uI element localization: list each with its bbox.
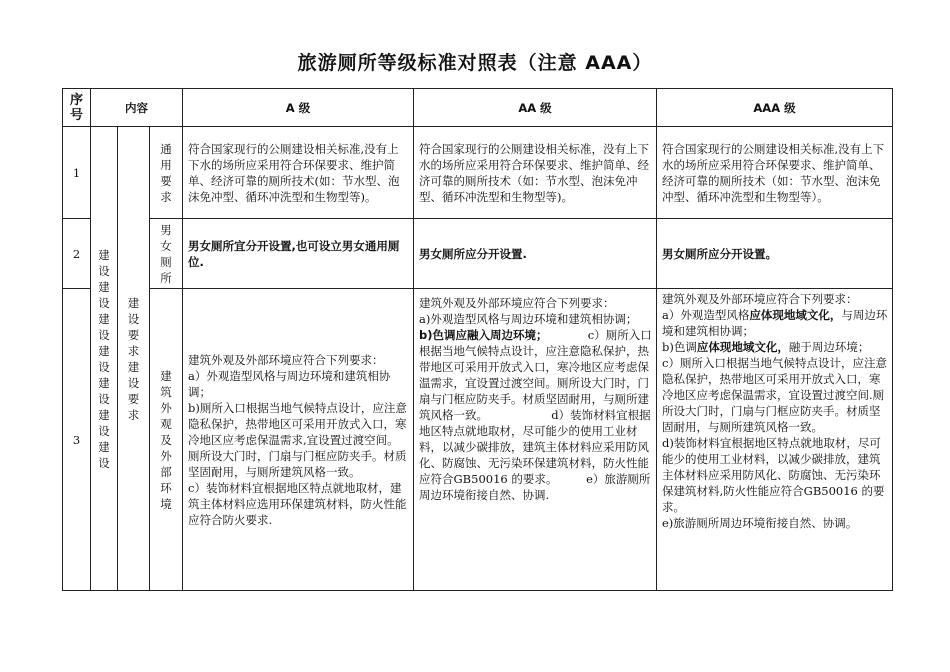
item-label: 通用要求 bbox=[150, 127, 183, 219]
a-level-text: 符合国家现行的公厕建设相关标准,没有上下水的场所应采用符合环保要求、维护简单、经济可靠的厕所技术(如：节水型、泡沫免冲型、循环冲洗型和生物型等)。 bbox=[183, 127, 414, 219]
row-number: 1 bbox=[63, 127, 91, 219]
aa-level-text: 建筑外观及外部环境应符合下列要求： a)外观造型风格与周边环境和建筑相协调； b)色调应融入周边环境； c）厕所入口根据当地气候特点设计，应注意隐私保护，热带地区可采用开放式入口，寒冷地区应考虑保温需求，宜设置过渡空间。厕所设大门时，门扇与门框应防夹手。材质坚固耐用，与厕所建筑风格一致。 d）装饰材料宜根据地区特点就地取材，尽可能少的使用工业材料，以减少碳排放，建筑主体材料应采用防风化、防腐蚀、无污染环保建筑材料，防火性能应符合GB50016 的要求。 e）旅游厕所周边环境衔接自然、协调. bbox=[414, 289, 657, 591]
header-aa-level: AA 级 bbox=[414, 89, 657, 127]
row-number: 3 bbox=[63, 289, 91, 591]
row-number: 2 bbox=[63, 219, 91, 289]
aa-level-text: 符合国家现行的公厕建设相关标准，没有上下水的场所应采用符合环保要求、维护简单、经济可靠的厕所技术（如：节水型、泡沫免冲型、循环冲洗型和生物型等)。 bbox=[414, 127, 657, 219]
table-row bbox=[63, 289, 893, 591]
aaa-level-text: 男女厕所应分开设置。 bbox=[657, 219, 893, 289]
category-label-construction: 建设建设建设建设建设建设建设 bbox=[91, 127, 118, 591]
category-label-requirements: 建设要求建设要求 bbox=[118, 127, 150, 591]
header-content: 内容 bbox=[91, 89, 183, 127]
aaa-level-text: 符合国家现行的公厕建设相关标准,没有上下水的场所应采用符合环保要求、维护简单、经济可靠的厕所技术（如：节水型、泡沫免冲型、循环冲洗型和生物型等）。 bbox=[657, 127, 893, 219]
item-label: 建筑外观及外部环境 bbox=[150, 289, 183, 591]
header-a-level: A 级 bbox=[183, 89, 414, 127]
header-seq: 序号 bbox=[63, 89, 91, 127]
table-row bbox=[63, 127, 893, 219]
a-level-text: 男女厕所宜分开设置,也可设立男女通用厕位. bbox=[183, 219, 414, 289]
standards-table bbox=[62, 88, 893, 591]
aaa-level-text: 建筑外观及外部环境应符合下列要求： a）外观造型风格应体现地域文化，与周边环境和建筑相协调； b)色调应体现地域文化，融于周边环境； c）厕所入口根据当地气候特点设计，应注意隐私保护，热带地区可采用开放式入口，寒冷地区应考虑保温需求，宜设置过渡空间.厕所设大门时，门扇与门框应防夹手。材质坚固耐用，与厕所建筑风格一致。 d)装饰材料宜根据地区特点就地取材，尽可能少的使用工业材料，以减少碳排放，建筑主体材料应采用防风化、防腐蚀、无污染环保建筑材料,防火性能应符合GB50016 的要求。 e)旅游厕所周边环境衔接自然、协调。 bbox=[657, 289, 893, 591]
item-label: 男女厕所 bbox=[150, 219, 183, 289]
a-level-text: 建筑外观及外部环境应符合下列要求： a）外观造型风格与周边环境和建筑相协调； b)厕所入口根据当地气候特点设计，应注意隐私保护，热带地区可采用开放式入口，寒冷地区应考虑保温需求,宜设置过渡空间。厕所设大门时，门扇与门框应防夹手。材质坚固耐用，与厕所建筑风格一致。 c）装饰材料宜根据地区特点就地取材，建筑主体材料应选用环保建筑材料，防火性能应符合防火要求. bbox=[183, 289, 414, 591]
header-row bbox=[63, 89, 893, 127]
page-title: 旅游厕所等级标准对照表（注意 AAA） bbox=[297, 52, 653, 74]
table-row bbox=[63, 219, 893, 289]
aa-level-text: 男女厕所应分开设置. bbox=[414, 219, 657, 289]
header-aaa-level: AAA 级 bbox=[657, 89, 893, 127]
